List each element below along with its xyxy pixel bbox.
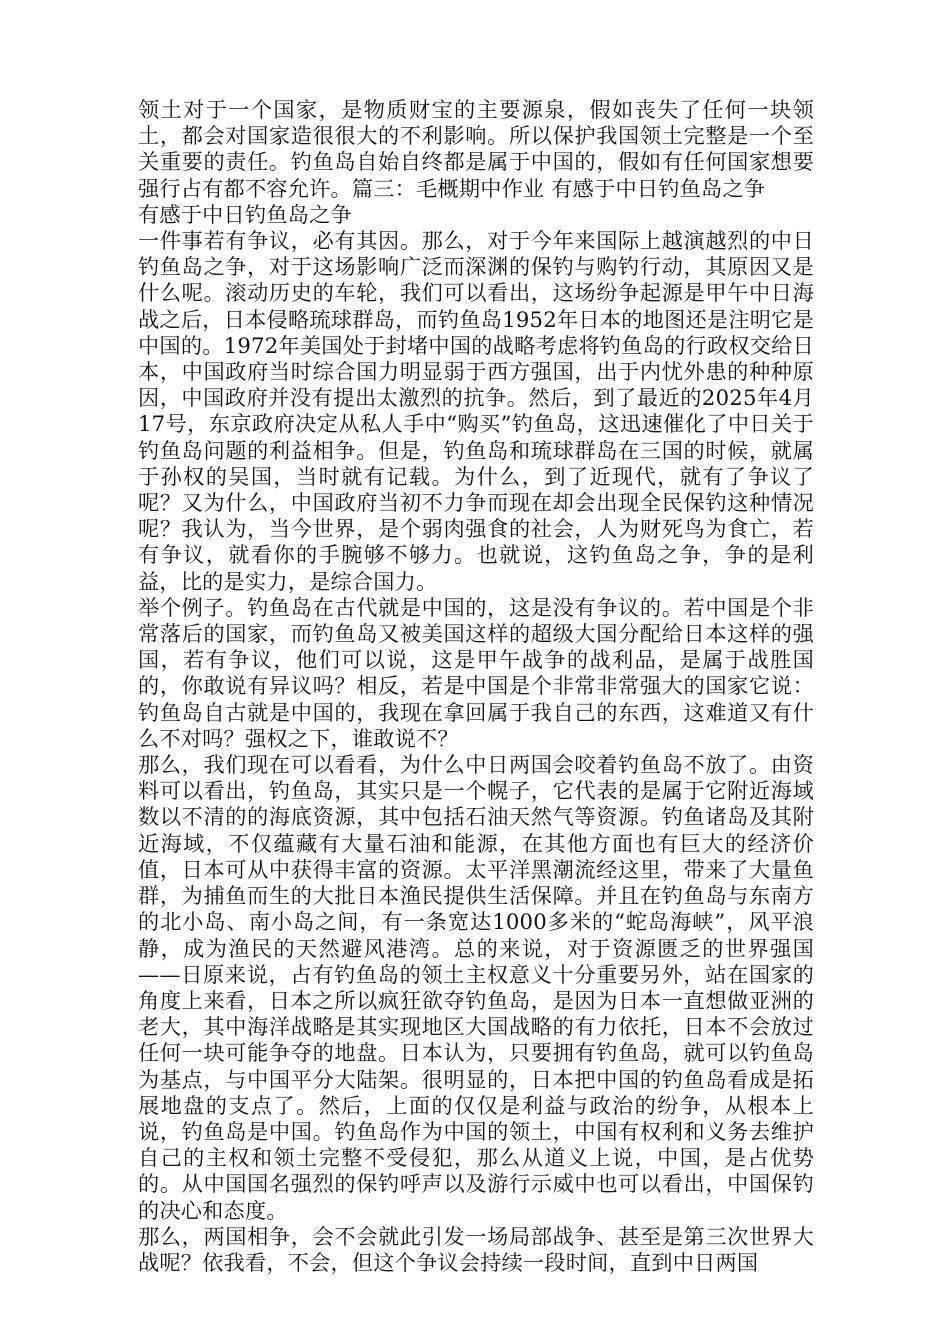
paragraph-conclusion: 那么，两国相争，会不会就此引发一场局部战争、甚至是第三次世界大战呢？依我看，不会，但这个争议会持续一段时间，直到中日两国 bbox=[138, 1223, 814, 1275]
paragraph-title: 有感于中日钓鱼岛之争 bbox=[138, 201, 352, 227]
paragraph-example: 举个例子。钓鱼岛在古代就是中国的，这是没有争议的。若中国是个非常落后的国家，而钓鱼岛又被美国这样的超级大国分配给日本这样的强国，若有争议，他们可以说，这是甲午战争的战利品，是属于战胜国的，你敢说有异议吗？相反，若是中国是个非常非常强大的国家它说：钓鱼岛自古就是中国的，我现在拿回属于我自己的东西，这难道又有什么不对吗？强权之下，谁敢说不？ bbox=[138, 594, 814, 751]
document-page bbox=[138, 97, 814, 1276]
paragraph-intro: 领土对于一个国家，是物质财宝的主要源泉，假如丧失了任何一块领土，都会对国家造很很大的不利影响。所以保护我国领土完整是一个至关重要的责任。钓鱼岛自始自终都是属于中国的，假如有任何国家想要强行占有都不容允许。篇三：毛概期中作业 有感于中日钓鱼岛之争 bbox=[138, 97, 814, 201]
paragraph-resources: 那么，我们现在可以看看，为什么中日两国会咬着钓鱼岛不放了。由资料可以看出，钓鱼岛，其实只是一个幌子，它代表的是属于它附近海域数以不清的的海底资源，其中包括石油天然气等资源。钓鱼诸岛及其附近海域，不仅蕴藏有大量石油和能源，在其他方面也有巨大的经济价值，日本可从中获得丰富的资源。太平洋黑潮流经这里，带来了大量鱼群，为捕鱼而生的大批日本渔民提供生活保障。并且在钓鱼岛与东南方的北小岛、南小岛之间，有一条宽达1000多米的“蛇岛海峡”，风平浪静，成为渔民的天然避风港湾。总的来说，对于资源匮乏的世界强国——日原来说，占有钓鱼岛的领土主权意义十分重要另外，站在国家的角度上来看，日本之所以疯狂欲夺钓鱼岛，是因为日本一直想做亚洲的老大，其中海洋战略是其实现地区大国战略的有力依托，日本不会放过任何一块可能争夺的地盘。日本认为，只要拥有钓鱼岛，就可以钓鱼岛为基点，与中国平分大陆架。很明显的，日本把中国的钓鱼岛看成是拓展地盘的支点了。然后，上面的仅仅是利益与政治的纷争，从根本上说，钓鱼岛是中国。钓鱼岛作为中国的领土，中国有权利和义务去维护自己的主权和领土完整不受侵犯，那么从道义上说，中国，是占优势的。从中国国名强烈的保钓呼声以及游行示威中也可以看出，中国保钓的决心和态度。 bbox=[138, 752, 814, 1223]
paragraph-origin: 一件事若有争议，必有其因。那么，对于今年来国际上越演越烈的中日钓鱼岛之争，对于这场影响广泛而深渊的保钓与购钓行动，其原因又是什么呢。滚动历史的车轮，我们可以看出，这场纷争起源是甲午中日海战之后，日本侵略琉球群岛，而钓鱼岛1952年日本的地图还是注明它是中国的。1972年美国处于封堵中国的战略考虑将钓鱼岛的行政权交给日本，中国政府当时综合国力明显弱于西方强国，出于内忧外患的种种原因，中国政府并没有提出太激烈的抗争。然后，到了最近的2025年4月17号，东京政府决定从私人手中“购买”钓鱼岛，这迅速催化了中日关于钓鱼岛问题的利益相争。但是，钓鱼岛和琉球群岛在三国的时候，就属于孙权的吴国，当时就有记载。为什么，到了近现代，就有了争议了呢？又为什么，中国政府当初不力争而现在却会出现全民保钓这种情况呢？我认为，当今世界，是个弱肉强食的社会，人为财死鸟为食亡，若有争议，就看你的手腕够不够力。也就说，这钓鱼岛之争，争的是利益，比的是实力，是综合国力。 bbox=[138, 228, 814, 594]
